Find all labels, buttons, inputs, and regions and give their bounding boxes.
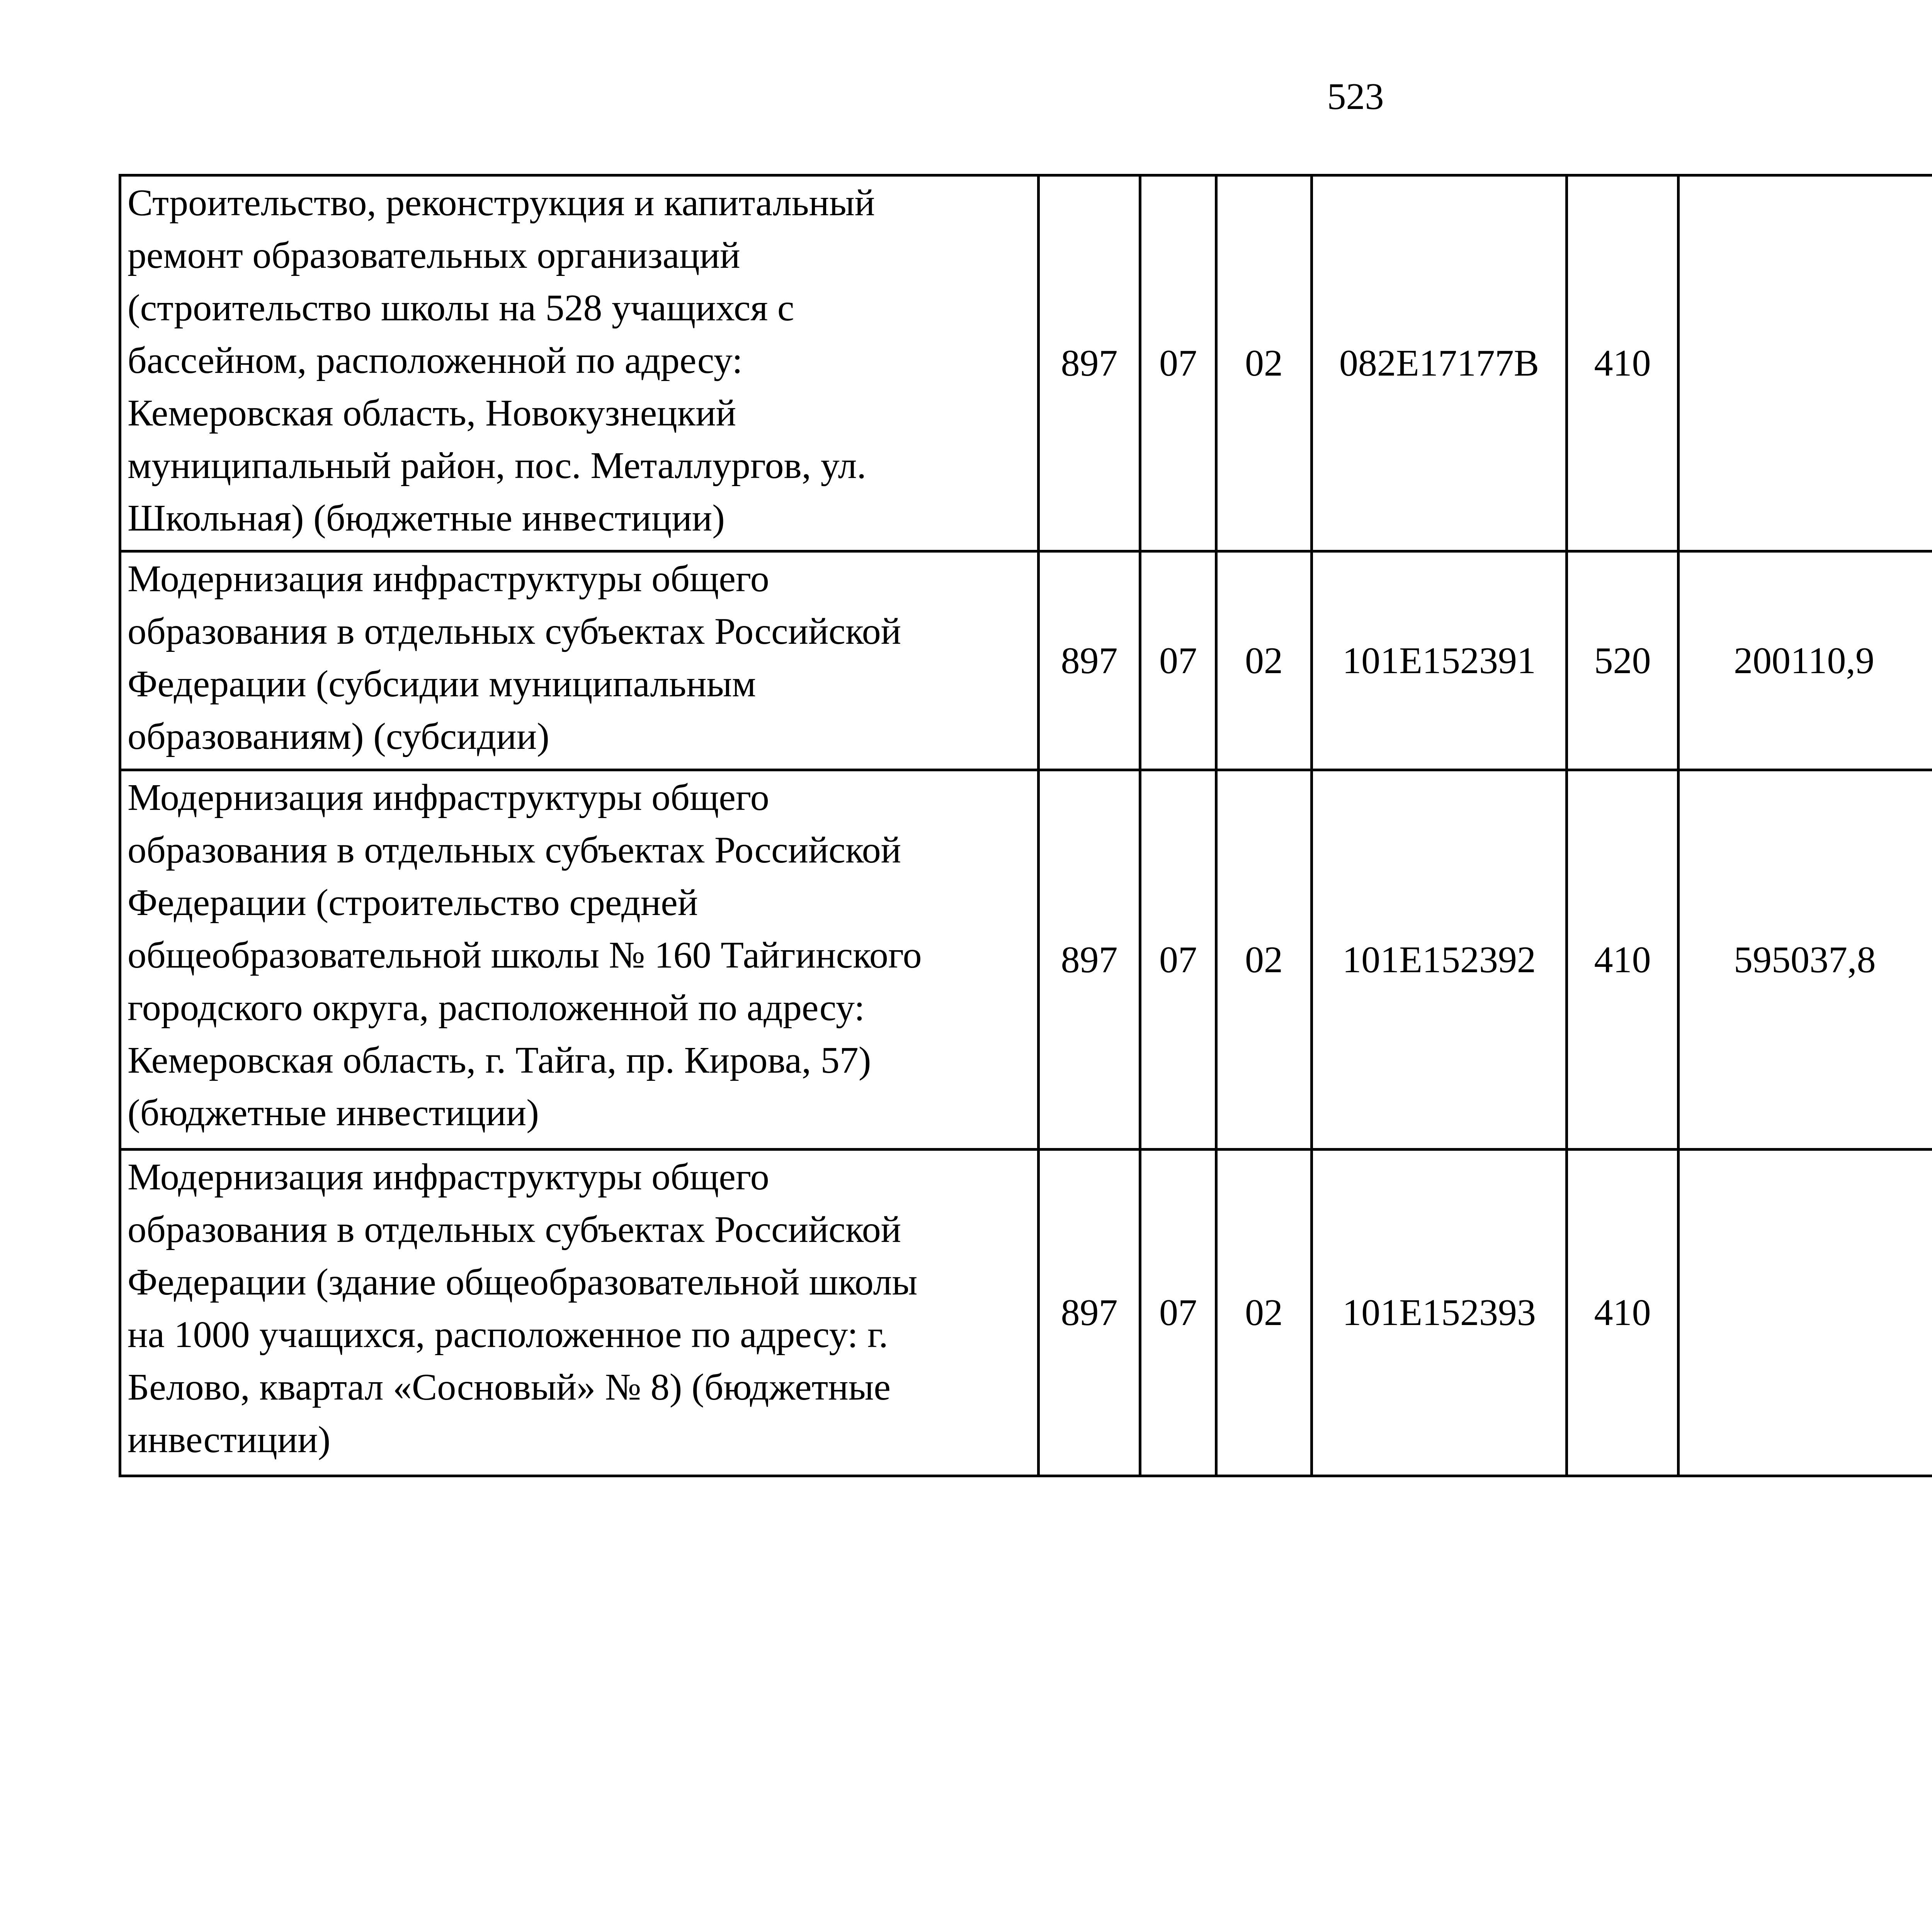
description-cell xyxy=(120,551,1039,770)
description-line: общеобразовательной школы № 160 Тайгинского xyxy=(128,934,922,976)
ministry-code-cell: 897 xyxy=(1039,551,1140,770)
description-line: Школьная) (бюджетные инвестиции) xyxy=(128,497,725,539)
description-line: Строительство, реконструкция и капитальный xyxy=(128,182,875,224)
section-code-cell: 07 xyxy=(1140,1150,1216,1476)
target-article-cell: 101E152393 xyxy=(1312,1150,1567,1476)
description-line: муниципальный район, пос. Металлургов, ул. xyxy=(128,445,866,486)
ministry-code-cell: 897 xyxy=(1039,770,1140,1150)
expense-type-cell: 410 xyxy=(1567,770,1679,1150)
description-line: Федерации (здание общеобразовательной школы xyxy=(128,1261,918,1303)
table-row xyxy=(120,770,1932,1150)
table-row xyxy=(120,551,1932,770)
description-line: городского округа, расположенной по адресу: xyxy=(128,987,865,1029)
table-row xyxy=(120,175,1932,551)
description-line: Кемеровская область, Новокузнецкий xyxy=(128,392,736,434)
amount-1-cell: 595037,8 xyxy=(1679,770,1932,1150)
description-line: Федерации (субсидии муниципальным xyxy=(128,663,756,705)
description-line: Модернизация инфраструктуры общего xyxy=(128,777,769,818)
description-line: (бюджетные инвестиции) xyxy=(128,1092,539,1134)
description-line: Модернизация инфраструктуры общего xyxy=(128,558,769,600)
subsection-code-cell: 02 xyxy=(1216,551,1312,770)
section-code-cell: 07 xyxy=(1140,175,1216,551)
description-line: образования в отдельных субъектах Российской xyxy=(128,611,901,652)
amount-1-cell: 200110,9 xyxy=(1679,551,1932,770)
subsection-code-cell: 02 xyxy=(1216,175,1312,551)
expense-type-cell: 410 xyxy=(1567,1150,1679,1476)
ministry-code-cell: 897 xyxy=(1039,175,1140,551)
description-line: инвестиции) xyxy=(128,1419,331,1461)
subsection-code-cell: 02 xyxy=(1216,1150,1312,1476)
description-line: на 1000 учащихся, расположенное по адресу: г. xyxy=(128,1314,888,1356)
target-article-cell: 101E152391 xyxy=(1312,551,1567,770)
description-line: Федерации (строительство средней xyxy=(128,882,698,924)
expense-type-cell: 520 xyxy=(1567,551,1679,770)
section-code-cell: 07 xyxy=(1140,551,1216,770)
table-row xyxy=(120,1150,1932,1476)
description-line: Кемеровская область, г. Тайга, пр. Кирова, 57) xyxy=(128,1039,871,1081)
description-line: бассейном, расположенной по адресу: xyxy=(128,340,743,381)
description-line: (строительство школы на 528 учащихся с xyxy=(128,287,794,329)
description-line: Белово, квартал «Сосновый» № 8) (бюджетные xyxy=(128,1366,891,1408)
page-number: 523 xyxy=(1327,76,1384,117)
target-article-cell: 101E152392 xyxy=(1312,770,1567,1150)
description-line: образованиям) (субсидии) xyxy=(128,716,549,757)
ministry-code-cell: 897 xyxy=(1039,1150,1140,1476)
description-cell xyxy=(120,1150,1039,1476)
description-cell xyxy=(120,770,1039,1150)
amount-1-cell xyxy=(1679,175,1932,551)
description-line: образования в отдельных субъектах Российской xyxy=(128,1209,901,1250)
budget-table xyxy=(119,174,1932,1477)
subsection-code-cell: 02 xyxy=(1216,770,1312,1150)
amount-1-cell xyxy=(1679,1150,1932,1476)
description-cell xyxy=(120,175,1039,551)
description-line: Модернизация инфраструктуры общего xyxy=(128,1156,769,1198)
section-code-cell: 07 xyxy=(1140,770,1216,1150)
target-article-cell: 082E17177B xyxy=(1312,175,1567,551)
expense-type-cell: 410 xyxy=(1567,175,1679,551)
description-line: ремонт образовательных организаций xyxy=(128,235,740,276)
description-line: образования в отдельных субъектах Российской xyxy=(128,829,901,871)
